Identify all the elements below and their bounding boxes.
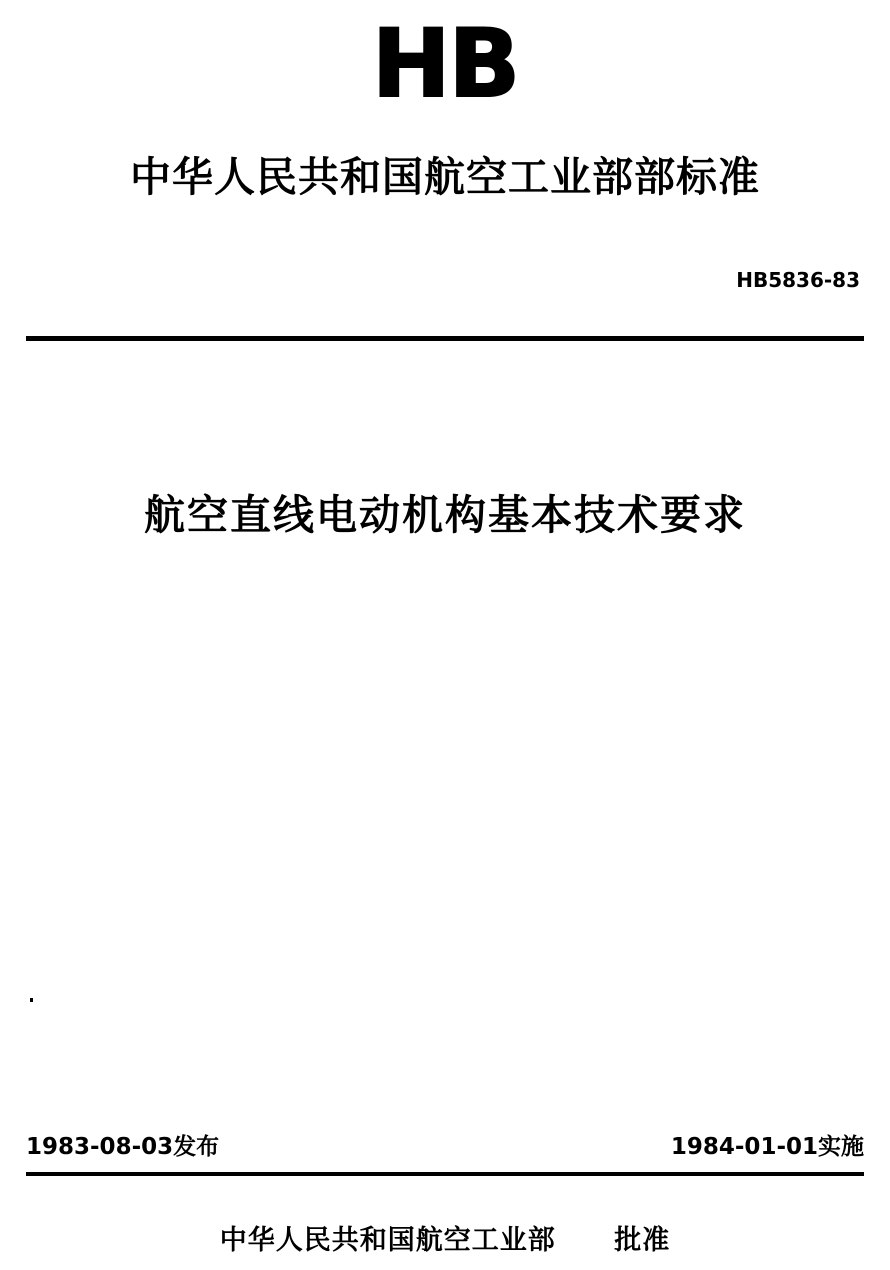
organization-title: 中华人民共和国航空工业部部标准 — [130, 153, 760, 201]
effective-date: 1984-01-01实施 — [670, 1134, 864, 1160]
standard-number: HB5836-83 — [736, 268, 860, 292]
approval-label: 批准 — [614, 1225, 671, 1256]
page-speck — [30, 998, 33, 1002]
footer-divider — [26, 1172, 864, 1176]
page-title: 航空直线电动机构基本技术要求 — [144, 491, 746, 539]
issuer-name: 中华人民共和国航空工业部 — [219, 1225, 556, 1256]
issue-date: 1983-08-03发布 — [26, 1134, 220, 1160]
header-divider — [26, 336, 864, 341]
issuer-row — [0, 1218, 890, 1257]
date-row — [26, 1128, 864, 1158]
hb-logo: HB — [371, 10, 519, 119]
